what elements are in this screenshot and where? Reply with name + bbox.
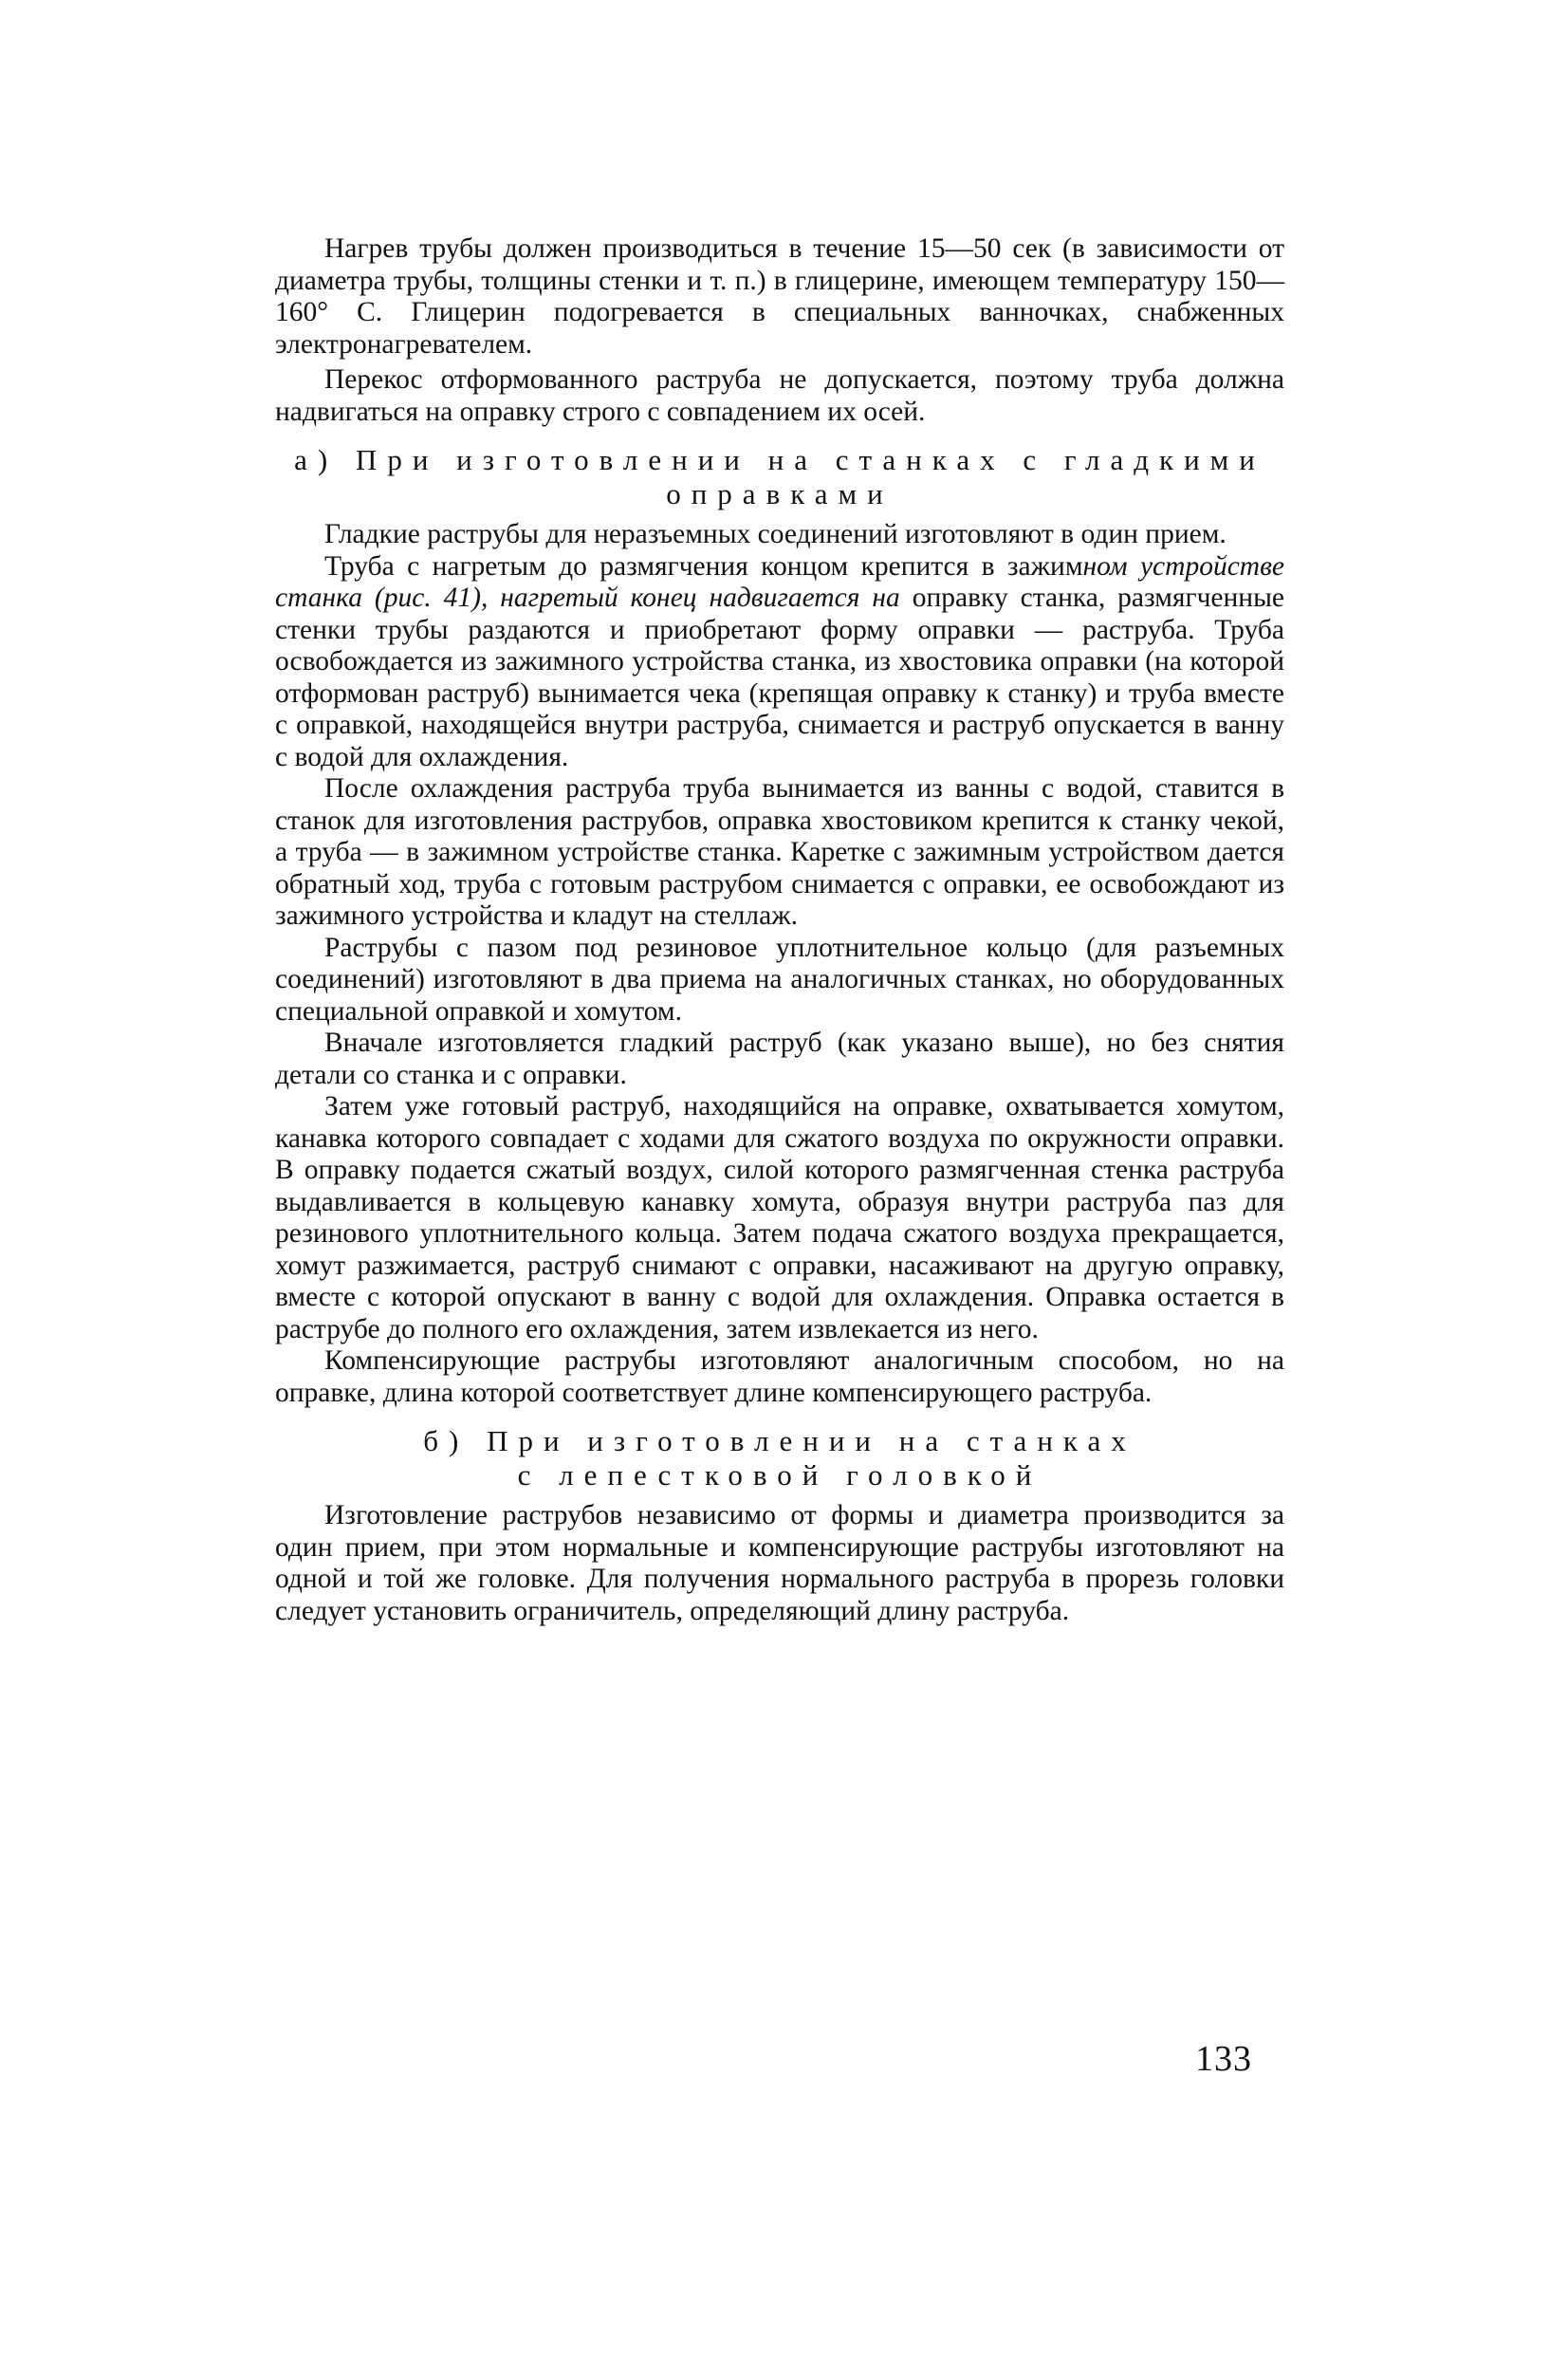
paragraph-pipe-clamping-start: Труба с нагретым до размягчения концом крепится в зажим <box>324 550 1083 582</box>
page-text <box>275 233 1284 1627</box>
section-heading-b-line1: б) При изготовлении на станках <box>423 1424 1136 1457</box>
section-heading-a <box>275 443 1284 511</box>
page-number: 133 <box>1195 2039 1252 2079</box>
paragraph-pipe-clamping <box>275 551 1284 774</box>
section-heading-b-line2: с лепестковой головкой <box>517 1458 1042 1492</box>
paragraph-groove-sockets: Раструбы с пазом под резиновое уплотнительное кольцо (для разъемных соединений) изготовляют в два приема на аналогичных станках, но оборудованных специальной оправкой и хомутом. <box>275 932 1284 1027</box>
paragraph-pipe-clamping-italic: ном устройстве станка (рис. 41), нагретый конец надвигается на <box>275 550 1285 613</box>
paragraph-pipe-clamping-end: оправку станка, размягченные стенки трубы раздаются и приобретают форму оправки — раструба. Труба освобождается из зажимного устройства станка, из хвостовика оправки (на которой отформован раструб) вынимается чека (крепящая оправку к станку) и труба вместе с оправкой, находящейся внутри раструба, снимается и раструб опускается в ванну с водой для охлаждения. <box>275 583 1285 772</box>
section-heading-a-line1: а) При изготовлении на станках с гладкими <box>294 443 1265 476</box>
paragraph-heating: Нагрев трубы должен производиться в течение 15—50 сек (в зависимости от диаметра трубы, толщины стенки и т. п.) в глицерине, имеющем температуру 150—160° С. Глицерин подогревается в специальных ванночках, снабженных электронагревателем. <box>275 233 1284 360</box>
paragraph-cooling: После охлаждения раструба труба вынимается из ванны с водой, ставится в станок для изготовления раструбов, оправка хвостовиком крепится к станку чекой, а труба — в зажимном устройстве станка. Каретке с зажимным устройством дается обратный ход, труба с готовым раструбом снимается с оправки, ее освобождают из зажимного устройства и кладут на стеллаж. <box>275 773 1284 931</box>
paragraph-clamp-forming: Затем уже готовый раструб, находящийся на оправке, охватывается хомутом, канавка которого совпадает с ходами для сжатого воздуха по окружности оправки. В оправку подается сжатый воздух, силой которого размягченная стенка раструба выдавливается в кольцевую канавку хомута, образуя внутри раструба паз для резинового уплотнительного кольца. Затем подача сжатого воздуха прекращается, хомут разжимается, раструб снимают с оправки, насаживают на другую оправку, вместе с которой опускают в ванну с водой для охлаждения. Оправка остается в раструбе до полного его охлаждения, затем извлекается из него. <box>275 1091 1284 1344</box>
paragraph-misalignment: Перекос отформованного раструба не допускается, поэтому труба должна надвигаться на оправку строго с совпадением их осей. <box>275 364 1284 427</box>
section-heading-b <box>275 1424 1284 1492</box>
paragraph-petal-head: Изготовление раструбов независимо от формы и диаметра производится за один прием, при этом нормальные и компенсирующие раструбы изготовляют на одной и той же головке. Для получения нормального раструба в прорезь головки следует установить ограничитель, определяющий длину раструба. <box>275 1500 1284 1626</box>
paragraph-smooth-sockets: Гладкие раструбы для неразъемных соединений изготовляют в один прием. <box>324 519 1227 549</box>
paragraph-compensating: Компенсирующие раструбы изготовляют аналогичным способом, но на оправке, длина которой соответствует длине компенсирующего раструба. <box>275 1345 1284 1408</box>
section-heading-a-line2: оправками <box>666 477 894 510</box>
paragraph-first-step: Вначале изготовляется гладкий раструб (как указано выше), но без снятия детали со станка и с оправки. <box>275 1028 1284 1090</box>
